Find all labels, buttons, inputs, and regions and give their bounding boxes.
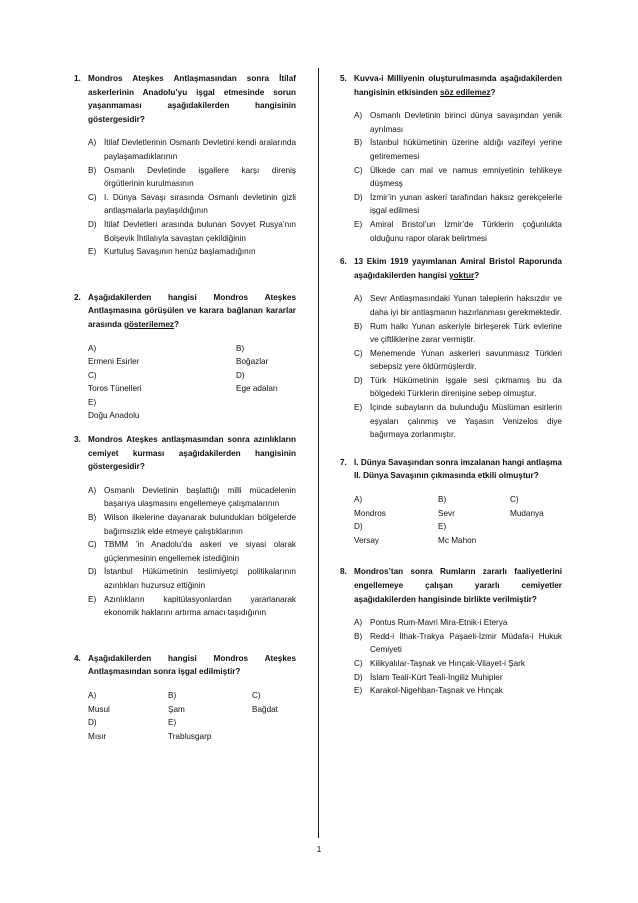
option-letter: B) — [438, 495, 447, 505]
question-7 — [340, 456, 562, 548]
question-3-stem — [74, 433, 296, 474]
option-letter: B) — [88, 513, 97, 523]
option-letter: D) — [236, 370, 245, 380]
option-letter: E) — [354, 403, 363, 413]
question-mark: ? — [490, 87, 496, 97]
option-letter: D) — [354, 672, 363, 682]
question-number: 2. — [74, 292, 81, 302]
option-text: İzmir’in yunan askeri tarafından haksız gerekçelerle işgal edilmesi — [370, 192, 562, 216]
option-letter: E) — [438, 522, 447, 532]
option-b[interactable] — [340, 320, 562, 347]
option-e[interactable] — [88, 396, 139, 423]
option-a[interactable] — [88, 342, 236, 369]
option-text: Menemende Yunan askerleri savunmasız Türkleri sebepsiz yere öldürmüşlerdir. — [370, 348, 562, 372]
question-8-stem — [340, 565, 562, 606]
question-5-stem — [340, 72, 562, 99]
options-grid — [74, 689, 296, 743]
option-letter: C) — [510, 495, 519, 505]
option-b[interactable] — [74, 164, 296, 191]
question-mark: ? — [474, 270, 480, 280]
option-text: Ülkede can mal ve namus emniyetinin tehlikeye düşmesş — [370, 165, 562, 189]
option-c[interactable] — [252, 689, 278, 716]
question-text: Aşağıdakilerden hangisi Mondros Ateşkes Antlaşmasından sonra işgal edilmiştir? — [88, 653, 296, 677]
option-letter: B) — [88, 165, 97, 175]
option-c[interactable] — [88, 369, 236, 396]
option-letter: C) — [88, 540, 97, 550]
question-text: Aşağıdakilerden hangisi Mondros Ateşkes Antlaşmasına görüşülen ve karara bağlanan kararlar arasında — [88, 292, 296, 329]
option-text: TBMM ’in Anadolu’da askeri ve siyasi olarak güçlenmesinin engellemek istediğinin — [104, 540, 296, 563]
option-text: Karakol-Nigehban-Taşnak ve Hınçak — [370, 686, 503, 696]
question-4-stem — [74, 652, 296, 679]
question-4 — [74, 652, 296, 744]
question-negation: yoktur — [449, 270, 475, 280]
option-e[interactable] — [168, 716, 211, 743]
option-b[interactable] — [74, 511, 296, 538]
option-letter: C) — [354, 348, 363, 358]
option-a[interactable] — [340, 616, 562, 630]
question-mark: ? — [174, 319, 180, 329]
question-text: Mondros Ateşkes Antlaşmasından sonra İtilaf askerlerinin Anadolu’yu işgal etmesinde sorun yaşanmaması aşağıdakilerden hangisinin göstergesidir? — [88, 74, 296, 124]
question-number: 1. — [74, 74, 81, 83]
option-text: Mc Mahon — [438, 535, 477, 545]
option-text: Sevr — [438, 508, 455, 518]
option-text: Ege adaları — [236, 384, 278, 394]
option-text: Boğazlar — [236, 357, 269, 367]
option-c[interactable] — [510, 493, 544, 520]
option-text: Amiral Bristol’un İzmir’de Türklerin çoğunlukta olduğunu rapor olarak belirtmesi — [370, 219, 562, 243]
question-5 — [340, 72, 562, 245]
options-list — [74, 484, 296, 620]
option-text: İçinde subayların da bulunduğu Müslüman esirlerin eşyaları çalınmış ve Yaşasın Venizelos diye bağırmaya zorlanmıştır. — [370, 403, 562, 440]
option-text: Toros Tünelleri — [88, 384, 142, 394]
option-d[interactable] — [340, 671, 562, 685]
option-letter: A) — [88, 485, 97, 495]
column-divider — [318, 68, 319, 838]
option-letter: C) — [354, 658, 363, 668]
option-letter: E) — [88, 397, 97, 407]
question-number: 3. — [74, 435, 81, 445]
option-b[interactable] — [340, 630, 562, 657]
question-3 — [74, 433, 296, 620]
option-d[interactable] — [354, 520, 438, 547]
option-text: Ermeni Esirler — [88, 357, 140, 367]
option-letter: D) — [354, 192, 363, 202]
option-d[interactable] — [74, 565, 296, 592]
option-text: Musul — [88, 704, 110, 714]
option-letter: C) — [252, 690, 261, 700]
option-text: Kurtuluş Savaşının henüz başlamadığının — [104, 247, 256, 257]
option-text: İslam Teali-Kürt Teali-İngiliz Muhipler — [370, 672, 503, 682]
option-letter: A) — [354, 111, 363, 121]
option-text: Mısır — [88, 731, 107, 741]
option-letter: A) — [354, 495, 363, 505]
question-text: Kuvva-i Milliyenin oluşturulmasında aşağıdakilerden hangisinin etkisinden — [354, 74, 562, 97]
option-b[interactable] — [168, 689, 252, 716]
option-e[interactable] — [74, 245, 296, 259]
question-text: 13 Ekim 1919 yayımlanan Amiral Bristol Raporunda aşağıdakilerden hangisi — [354, 257, 562, 280]
option-letter: B) — [236, 343, 245, 353]
question-2-stem — [74, 291, 296, 332]
question-1-stem — [74, 72, 296, 126]
option-text: Kilikyalılar-Taşnak ve Hınçak-Vilayet-i Şark — [370, 658, 526, 668]
page-number: 1 — [316, 844, 322, 854]
option-text: Sevr Antlaşmasındaki Yunan taleplerin haksızdır ve daha iyi bir antlaşmanın hazırlanması gerekmektedir. — [370, 294, 562, 317]
option-text: Pontus Rum-Mavri Mira-Etnik-i Eterya — [370, 618, 508, 628]
options-grid — [340, 493, 562, 547]
options-list — [74, 136, 296, 258]
option-letter: C) — [88, 192, 97, 202]
option-e[interactable] — [74, 593, 296, 620]
option-letter: A) — [88, 343, 97, 353]
option-letter: A) — [354, 294, 363, 304]
option-text: İtilaf Devletlerinin Osmanlı Devletini kendi aralarında paylaşamadıklarının — [104, 138, 296, 161]
option-letter: A) — [88, 690, 97, 700]
question-negation: söz edilemez — [439, 87, 491, 97]
options-list — [340, 109, 562, 245]
option-a[interactable] — [340, 292, 562, 319]
option-d[interactable] — [340, 374, 562, 401]
option-letter: D) — [88, 718, 97, 728]
question-number: 4. — [74, 653, 81, 663]
option-letter: E) — [88, 247, 97, 257]
option-text: Mudanya — [510, 508, 544, 518]
option-text: Doğu Anadolu — [88, 411, 140, 421]
option-letter: B) — [168, 690, 177, 700]
option-b[interactable] — [438, 493, 510, 520]
option-letter: D) — [354, 522, 363, 532]
option-b[interactable] — [340, 136, 562, 163]
question-number: 8. — [340, 567, 347, 577]
option-text: Türk Hükümetinin işgale sesi çıkmamış bu da bölgedeki Türklerin direnişine sebep olmuştur. — [370, 375, 562, 399]
option-d[interactable] — [236, 369, 278, 396]
option-letter: E) — [168, 718, 177, 728]
option-letter: A) — [88, 138, 97, 148]
option-c[interactable] — [340, 657, 562, 671]
option-text: Redd-i İlhak-Trakya Paşaeli-İzmir Müdafa-i Hukuk Cemiyeti — [370, 631, 562, 655]
options-list — [340, 292, 562, 442]
question-7-stem — [340, 456, 562, 483]
options-grid — [74, 342, 296, 424]
option-a[interactable] — [354, 493, 438, 520]
question-number: 5. — [340, 74, 347, 83]
option-text: Trablusgarp — [168, 731, 212, 741]
option-c[interactable] — [340, 347, 562, 374]
options-list — [340, 616, 562, 698]
option-text: I. Dünya Savaşı sırasında Osmanlı devletinin gizli antlaşmalarla paylaşıldığının — [104, 192, 296, 216]
option-text: Azınlıkların kapitülasyonlardan yararlanarak ekonomik haklarını artırma amacı taşıdığının — [104, 594, 296, 618]
option-text: Rum halkı Yunan askeriyle birleşerek Türk evlerine ve çiftliklerine zarar vermiştir. — [370, 321, 562, 345]
option-e[interactable] — [438, 520, 476, 547]
option-a[interactable] — [88, 689, 168, 716]
question-text: I. Dünya Savaşından sonra imzalanan hangi antlaşma II. Dünya Savaşının çıkmasında etkili olmuştur? — [354, 457, 562, 481]
question-8 — [340, 565, 562, 697]
question-text: Mondros Ateşkes antlaşmasından sonra azınlıkların cemiyet kurması aşağıdakilerden hangisinin göstergesidir? — [88, 435, 296, 472]
question-negation: gösterilemez — [123, 319, 175, 329]
option-c[interactable] — [74, 191, 296, 218]
option-text: Wilson ilkelerine dayanarak bulundukları bölgelerde bağımsızlık elde etmeye çalıştıklarının — [104, 513, 296, 536]
left-column — [74, 72, 296, 743]
option-d[interactable] — [88, 716, 168, 743]
option-text: İtilaf Devletleri arasında bulunan Sovyet Rusya’nın Bolşevik İhtilalıyla savaştan çekildiğinin — [104, 219, 296, 243]
option-e[interactable] — [340, 218, 562, 245]
option-text: Osmanlı Devletinde işgallere karşı direniş örgütlerinin kurulmasının — [104, 165, 296, 189]
option-letter: D) — [354, 375, 363, 385]
option-text: İstanbul Hükümetinin teslimiyetçi politikalarının azınlıkları huzursuz ettiğinin — [104, 567, 296, 590]
option-letter: D) — [88, 567, 97, 577]
option-letter: E) — [88, 594, 97, 604]
option-a[interactable] — [74, 136, 296, 163]
option-d[interactable] — [74, 218, 296, 245]
option-a[interactable] — [74, 484, 296, 511]
option-letter: C) — [354, 165, 363, 175]
option-text: Mondros — [354, 508, 386, 518]
option-text: Osmanlı Devletinin başlattığı milli mücadelenin başarıya ulaşmasını engellemeye çalışmalarının — [104, 485, 296, 509]
right-column — [340, 72, 562, 698]
option-c[interactable] — [340, 164, 562, 191]
option-letter: C) — [88, 370, 97, 380]
option-letter: D) — [88, 219, 97, 229]
question-text: Mondros’tan sonra Rumların zararlı faaliyetlerini engellemeye çalışan yararlı cemiyetler aşağıdakilerden hangisinde birlikte verilmiştir? — [354, 567, 562, 604]
question-number: 6. — [340, 257, 347, 267]
option-c[interactable] — [74, 538, 296, 565]
option-text: Bağdat — [252, 704, 278, 714]
option-text: İstanbul hükümetinin üzerine aldığı vazifeyi yerine getirememesi — [370, 138, 562, 161]
question-6-stem — [340, 255, 562, 282]
option-b[interactable] — [236, 342, 268, 369]
option-e[interactable] — [340, 684, 562, 698]
question-2 — [74, 291, 296, 423]
option-d[interactable] — [340, 191, 562, 218]
question-6 — [340, 255, 562, 442]
option-a[interactable] — [340, 109, 562, 136]
option-letter: B) — [354, 321, 363, 331]
option-text: Versay — [354, 535, 380, 545]
option-letter: B) — [354, 138, 363, 148]
option-letter: B) — [354, 631, 363, 641]
option-letter: A) — [354, 618, 363, 628]
option-letter: E) — [354, 686, 363, 696]
option-text: Şam — [168, 704, 185, 714]
question-number: 7. — [340, 457, 347, 467]
option-text: Osmanlı Devletinin birinci dünya savaşından yenik ayrılması — [370, 111, 562, 134]
question-1 — [74, 72, 296, 259]
option-e[interactable] — [340, 401, 562, 442]
option-letter: E) — [354, 219, 363, 229]
